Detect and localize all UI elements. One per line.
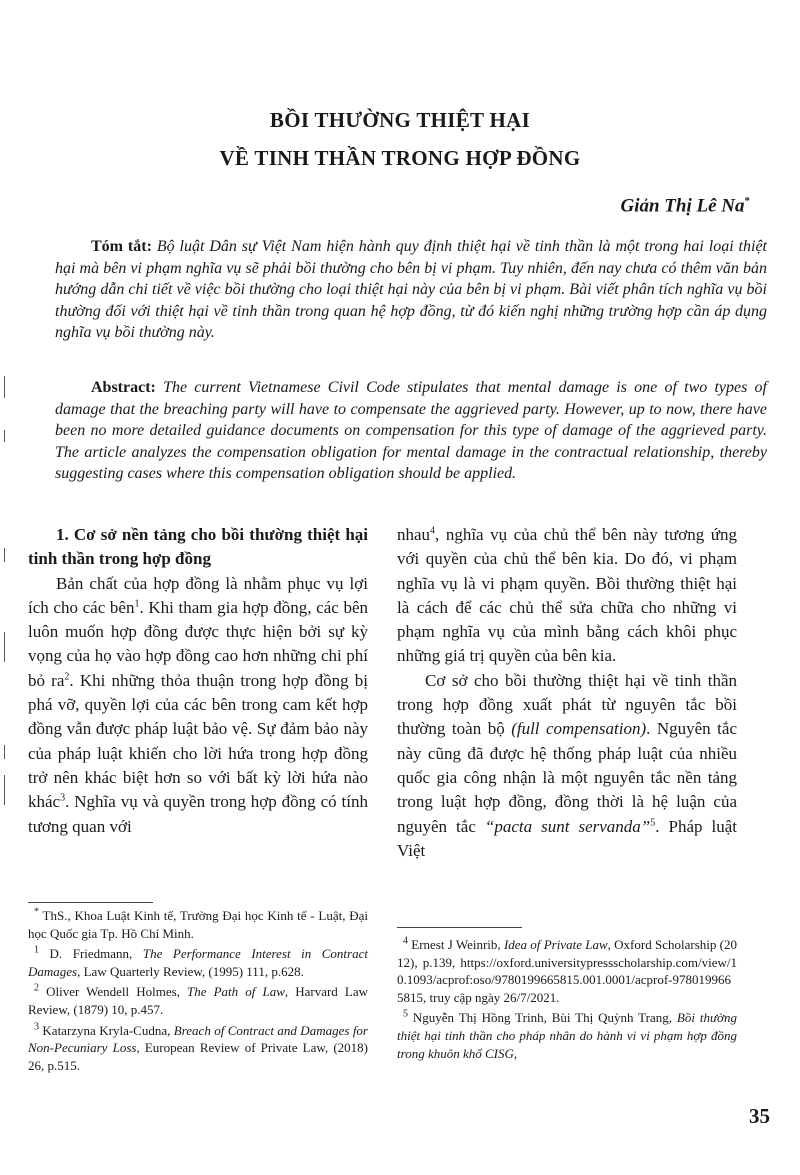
footnote-title: Breach of Contract and Damages for Non-Pecuniary Loss (28, 1022, 368, 1056)
footnote-title: Idea of Private Law (503, 937, 608, 952)
footnote (28, 945, 368, 980)
footnote (397, 1009, 737, 1062)
footnote-text: ThS., Khoa Luật Kinh tế, Trường Đại học Kinh tế - Luật, Đại học Quốc gia Tp. Hồ Chí Minh. (28, 908, 368, 941)
footnote-title: The Path of Law (187, 984, 285, 1000)
footnote-ref: 4 (430, 525, 436, 537)
footnote (397, 936, 737, 1006)
footnote-text: , Harvard Law Review, (1879) 10, p.457. (28, 984, 368, 1017)
footnote-text: D. Friedmann, (39, 946, 143, 962)
scan-artifact (4, 376, 5, 398)
footnote-title: The Performance Interest in Contract Damages (28, 946, 368, 979)
footnote-text: Ernest J Weinrib, (408, 937, 504, 952)
abstract-vi-text: Bộ luật Dân sự Việt Nam hiện hành quy định thiệt hại về tinh thần là một trong hai loại thiệt hại mà bên vi phạm nghĩa vụ sẽ phải bồi thường cho bên bị vi phạm. Tuy nhiên, đến nay chưa có thêm văn bản hướng dẫn chi tiết về việc bồi thường cho loại thiệt hại này của bên bị vi phạm. Bài viết phân tích nghĩa vụ bồi thường đối với thiệt hại về tinh thần trong quan hệ hợp đồng, từ đó kiến nghị những trường hợp cần áp dụng nghĩa vụ bồi thường này. (55, 238, 767, 342)
scan-artifact (4, 548, 5, 562)
title-line-2: VỀ TINH THẦN TRONG HỢP ĐỒNG (219, 146, 581, 170)
text-run: nhau (397, 525, 431, 544)
scan-artifact (4, 632, 5, 662)
abstract-vi-label: Tóm tắt: (91, 238, 152, 255)
scan-artifact (4, 745, 5, 759)
text-run: . Khi những thỏa thuận trong hợp đồng bị phá vỡ, quyền lợi của các bên trong cam kết hợp đồng vẫn được pháp luật bảo vệ. Sự đảm bảo này của pháp luật khiến cho lời hứa trong hợp đồng trở nên khác biệt hơn so với bất kỳ lời hứa nào khác (28, 670, 368, 812)
footnote (28, 1022, 368, 1075)
text-run: Cơ sở cho bồi thường thiệt hại về tinh thần trong hợp đồng xuất phát từ nguyên tắc bồi thường toàn bộ (397, 670, 737, 739)
footnote-text: , European Review of Private Law, (2018) 26, p.515. (28, 1040, 368, 1073)
footnote-text: , Oxford Scholarship (2012), p.139, https://oxford.universitypressscholarship.com/view/10.1093/acprof:oso/9780199665815.001.0001/acprof-9780199665815, truy cập ngày 26/7/2021. (397, 937, 737, 1005)
footnotes-left (28, 907, 368, 1077)
author (620, 195, 750, 217)
footnote-ref: 2 (64, 671, 70, 683)
footnotes-right (397, 936, 737, 1065)
right-column (397, 523, 737, 863)
page-number: 35 (749, 1104, 770, 1128)
footnote-mark: 1 (34, 944, 39, 956)
text-run: . Pháp luật Việt (397, 816, 737, 860)
text-run: Bản chất của hợp đồng là nhằm phục vụ lợi ích cho các bên (28, 573, 368, 617)
section-heading: 1. Cơ sở nền tảng cho bồi thường thiệt hại tinh thần trong hợp đồng (28, 525, 368, 569)
footnote-text: , Law Quarterly Review, (1995) 111, p.628. (77, 963, 304, 979)
footnote-mark: 3 (34, 1021, 39, 1033)
footnote-mark: 4 (403, 935, 408, 947)
abstract-en-label: Abstract: (91, 379, 156, 396)
scan-artifact (4, 430, 5, 442)
footnote (28, 907, 368, 942)
footnote-divider (28, 902, 153, 903)
left-column (28, 523, 368, 839)
footnote-ref: 1 (134, 598, 140, 610)
text-run: . Nguyên tắc này cũng đã được hệ thống pháp luật của nhiều quốc gia công nhận là một nguyên tắc nền tảng trong luật hợp đồng, đồng thời là hệ luận của nguyên tắc (397, 719, 737, 836)
abstract-vietnamese (55, 236, 767, 344)
footnote-title: Bồi thường thiệt hại tinh thần cho pháp nhân do hành vi vi phạm hợp đồng trong khuôn khổ CISG, (397, 1010, 737, 1061)
paragraph (397, 669, 737, 863)
footnote-text: Oliver Wendell Holmes, (39, 984, 188, 1000)
footnote-mark: 2 (34, 983, 39, 995)
author-name: Giản Thị Lê Na (620, 195, 745, 217)
paragraph (397, 523, 737, 669)
text-run-italic: “pacta sunt servanda” (484, 816, 651, 836)
footnote-text: Katarzyna Kryla-Cudna, (39, 1022, 174, 1038)
footnote (28, 983, 368, 1018)
title-line-1: BỒI THƯỜNG THIỆT HẠI (269, 108, 531, 132)
author-footnote-mark: * (744, 195, 750, 207)
text-run: . Khi tham gia hợp đồng, các bên luôn muốn hợp đồng được thực hiện bởi sự kỳ vọng của họ vào hợp đồng cao hơn những chi phí bỏ ra (28, 597, 368, 690)
paragraph (28, 572, 368, 839)
footnote-text: Nguyễn Thị Hồng Trinh, Bùi Thị Quỳnh Trang, (408, 1010, 677, 1026)
text-run-italic: (full compensation) (511, 719, 647, 739)
text-run: , nghĩa vụ của chủ thể bên này tương ứng với quyền của chủ thể bên kia. Do đó, vi phạm nghĩa vụ là vi phạm quyền. Bồi thường thiệt hại là cách để các chủ thể sửa chữa cho những vi phạm nghĩa vụ của mình bằng cách khôi phục những giá trị quyền của bên kia. (397, 525, 737, 666)
text-run: . Nghĩa vụ và quyền trong hợp đồng có tính tương quan với (28, 792, 368, 836)
footnote-mark: 5 (403, 1009, 408, 1021)
abstract-english (55, 377, 767, 485)
footnote-divider (397, 927, 522, 928)
footnote-mark: * (34, 906, 39, 918)
abstract-en-text: The current Vietnamese Civil Code stipulates that mental damage is one of two types of damage that the breaching party will have to compensate the aggrieved party. However, up to now, there have been no more detailed guidance documents on compensation for this type of damage of the aggrieved party. The article analyzes the compensation obligation for mental damage in the contractual relationship, thereby suggesting cases where this compensation obligation should be applied. (55, 379, 767, 483)
scan-artifact (4, 775, 5, 805)
footnote-ref: 5 (650, 816, 656, 828)
footnote-ref: 3 (60, 792, 66, 804)
